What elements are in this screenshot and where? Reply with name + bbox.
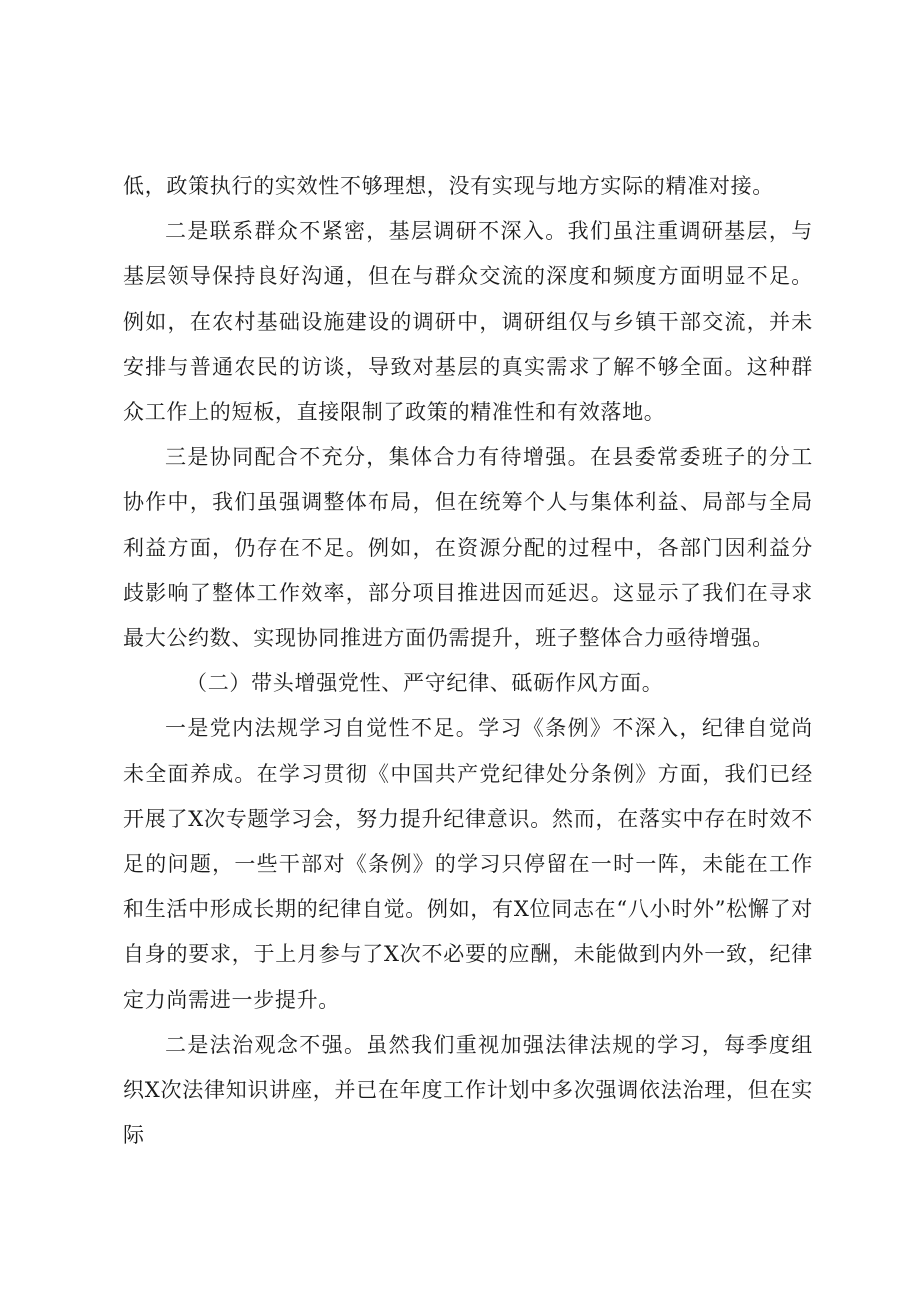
document-body xyxy=(123,164,813,1158)
paragraph-mass-contact: 二是联系群众不紧密，基层调研不深入。我们虽注重调研基层，与基层领导保持良好沟通，但在与群众交流的深度和频度方面明显不足。例如，在农村基础设施建设的调研中，调研组仅与乡镇干部交流，并未安排与普通农民的访谈，导致对基层的真实需求了解不够全面。这种群众工作上的短板，直接限制了政策的精准性和有效落地。 xyxy=(123,219,813,425)
paragraph-regulation-study: 一是党内法规学习自觉性不足。学习《条例》不深入，纪律自觉尚未全面养成。在学习贯彻《中国共产党纪律处分条例》方面，我们已经开展了X次专题学习会，努力提升纪律意识。然而，在落实中存在时效不足的问题，一些干部对《条例》的学习只停留在一时一阵，未能在工作和生活中形成长期的纪律自觉。例如，有X位同志在“八小时外”松懈了对自身的要求，于上月参与了X次不必要的应酬，未能做到内外一致，纪律定力尚需进一步提升。 xyxy=(123,716,813,1012)
paragraph-rule-of-law: 二是法治观念不强。虽然我们重视加强法律法规的学习，每季度组织X次法律知识讲座，并已在年度工作计划中多次强调依法治理，但在实际 xyxy=(123,1032,813,1148)
paragraph-continuation: 低，政策执行的实效性不够理想，没有实现与地方实际的精准对接。 xyxy=(123,174,774,198)
paragraph-coordination: 三是协同配合不充分，集体合力有待增强。在县委常委班子的分工协作中，我们虽强调整体布局，但在统筹个人与集体利益、局部与全局利益方面，仍存在不足。例如，在资源分配的过程中，各部门因利益分歧影响了整体工作效率，部分项目推进因而延迟。这显示了我们在寻求最大公约数、实现协同推进方面仍需提升，班子整体合力亟待增强。 xyxy=(123,445,813,651)
section-heading: （二）带头增强党性、严守纪律、砥砺作风方面。 xyxy=(186,671,664,696)
